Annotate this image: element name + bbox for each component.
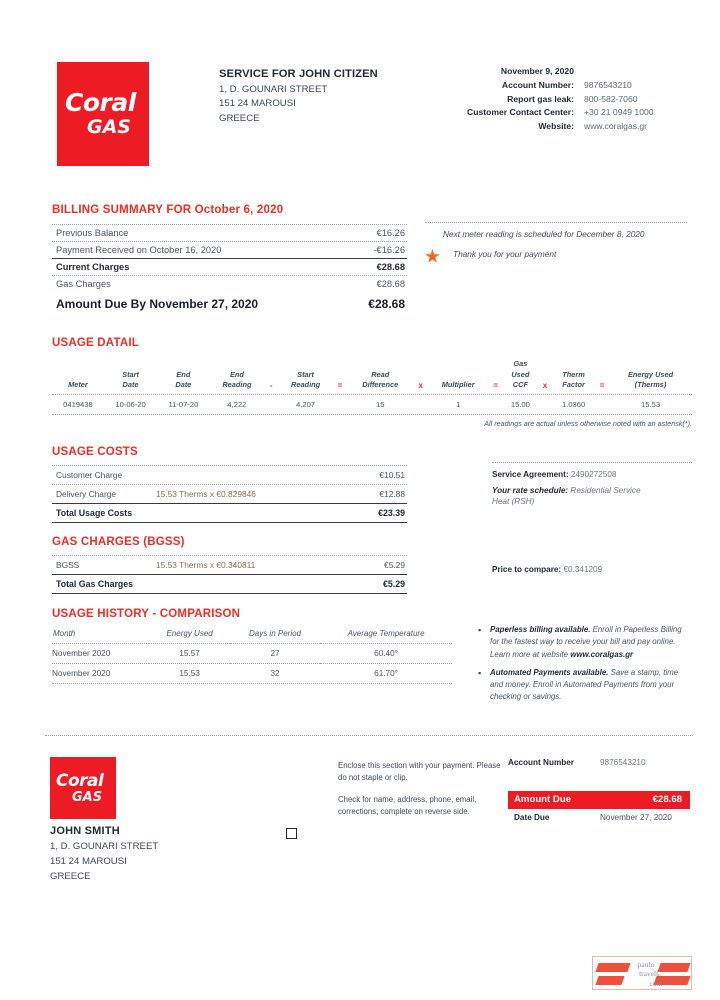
col-average-temperature: Average Temperature bbox=[347, 629, 425, 638]
usage-detail-section bbox=[52, 337, 692, 428]
billing-summary-rows bbox=[52, 224, 407, 314]
usage-cost-row-delivery-charge bbox=[52, 485, 407, 503]
stub-account-value: 9876543210 bbox=[600, 758, 646, 767]
service-address-line-2: 151 24 MAROUSI bbox=[219, 98, 296, 109]
amount-due-box bbox=[508, 791, 690, 809]
cell-days: 32 bbox=[230, 664, 320, 684]
stub-account-row bbox=[508, 758, 690, 767]
cell-end-reading: 4,222 bbox=[227, 400, 247, 410]
row-amount: €10.51 bbox=[379, 470, 405, 480]
service-address-block bbox=[219, 68, 378, 124]
row-amount: -€16.26 bbox=[373, 245, 405, 255]
cell-multiplier: 1 bbox=[456, 400, 461, 410]
row-desc: BGSS bbox=[56, 560, 80, 570]
cell-op-4 bbox=[489, 395, 503, 414]
cell-gas-used-ccf: 15.00 bbox=[510, 400, 530, 410]
notice-link[interactable]: www.coralgas.gr bbox=[570, 649, 634, 659]
service-for-title: SERVICE FOR JOHN CITIZEN bbox=[219, 68, 378, 80]
contact-info-block bbox=[392, 66, 692, 134]
logo-gas-text: GAS bbox=[72, 790, 103, 805]
total-label: Total Usage Costs bbox=[56, 508, 133, 518]
list-item bbox=[478, 624, 690, 661]
watermark-line-1: paulo bbox=[637, 960, 655, 969]
divider bbox=[52, 593, 407, 594]
row-desc: Customer Charge bbox=[56, 470, 123, 480]
usage-cost-total-row bbox=[52, 504, 407, 522]
cell-op-6 bbox=[595, 395, 609, 414]
price-to-compare-value: €0.341209 bbox=[563, 565, 603, 574]
gas-charges-title: GAS CHARGES (BGSS) bbox=[52, 536, 185, 548]
gas-charge-total-row bbox=[52, 575, 407, 593]
divider bbox=[52, 522, 407, 523]
total-amount: €23.39 bbox=[378, 508, 405, 518]
stub-customer-name: JOHN SMITH bbox=[50, 825, 120, 837]
service-agreement-label: Service Agreement: bbox=[492, 470, 569, 479]
row-label: Current Charges bbox=[56, 262, 130, 272]
next-meter-reading-note: Next meter reading is scheduled for December 8, 2020 bbox=[443, 229, 645, 239]
row-label: Previous Balance bbox=[56, 228, 129, 238]
usage-history-table bbox=[52, 628, 452, 684]
notices-list bbox=[478, 624, 690, 710]
row-desc: Delivery Charge bbox=[56, 489, 117, 499]
cell-month: November 2020 bbox=[52, 644, 149, 664]
cell-avg-temp: 61.70° bbox=[320, 664, 452, 684]
contact-row-website bbox=[392, 121, 692, 131]
operator-equals-icon: = bbox=[337, 380, 343, 390]
col-start-reading: Start Reading bbox=[291, 369, 321, 390]
billing-row-payment-received bbox=[52, 242, 407, 258]
total-label: Total Gas Charges bbox=[56, 579, 134, 589]
rate-schedule-line-2: Heat (RSH) bbox=[492, 497, 535, 506]
statement-date: November 9, 2020 bbox=[500, 66, 574, 76]
stub-payment-block bbox=[508, 758, 690, 822]
date-due-value: November 27, 2020 bbox=[600, 813, 672, 822]
col-days-in-period: Days in Period bbox=[248, 629, 302, 638]
billing-row-current-charges bbox=[52, 259, 407, 275]
stub-address-block bbox=[50, 825, 158, 882]
row-label: Gas Charges bbox=[56, 279, 111, 289]
amount-due-value: €28.68 bbox=[652, 794, 682, 805]
table-header-row bbox=[52, 628, 452, 644]
billing-summary-title: BILLING SUMMARY FOR October 6, 2020 bbox=[52, 204, 284, 216]
col-end-date: End Date bbox=[175, 369, 192, 390]
notice-bold: Paperless billing available. bbox=[490, 625, 591, 634]
bullet-icon: ▪ bbox=[478, 667, 482, 678]
usage-costs-title: USAGE COSTS bbox=[52, 446, 138, 458]
operator-minus-icon: - bbox=[269, 380, 273, 390]
col-meter: Meter bbox=[68, 380, 88, 390]
col-energy-used: Energy Used bbox=[166, 629, 213, 638]
col-month: Month bbox=[53, 629, 76, 638]
report-gas-leak-label: Report gas leak: bbox=[507, 93, 574, 104]
star-icon bbox=[425, 249, 443, 267]
price-to-compare-line bbox=[492, 565, 602, 574]
cell-end-date: 11-07-20 bbox=[168, 400, 199, 410]
cell-days: 27 bbox=[230, 644, 320, 664]
gas-charges-section bbox=[52, 536, 407, 594]
table-row bbox=[52, 395, 692, 414]
cell-start-date: 10-06-20 bbox=[115, 400, 146, 410]
coral-gas-logo bbox=[57, 62, 149, 166]
cell-op-3 bbox=[414, 395, 428, 414]
cell-energy-used: 15.57 bbox=[149, 644, 230, 664]
usage-costs-section bbox=[52, 446, 407, 523]
stub-instruction-enclose: Enclose this section with your payment. Please do not staple or clip. bbox=[338, 761, 501, 782]
website-value[interactable]: www.coralgas.gr bbox=[584, 120, 648, 131]
account-number-value: 9876543210 bbox=[584, 80, 632, 90]
list-item bbox=[478, 667, 690, 704]
customer-contact-center-label: Customer Contact Center: bbox=[467, 107, 574, 118]
row-amount: €16.26 bbox=[376, 228, 405, 238]
row-amount: €28.68 bbox=[376, 262, 405, 272]
rate-schedule-line bbox=[492, 486, 692, 495]
notice-text: Enroll in Paperless Billing for the fastest way to receive your bill and pay online. Learn more at website bbox=[490, 625, 682, 659]
usage-detail-title: USAGE DATAIL bbox=[52, 337, 139, 349]
total-amount: €5.29 bbox=[382, 579, 405, 589]
divider bbox=[492, 462, 692, 463]
stub-instructions-block bbox=[338, 760, 508, 818]
col-end-reading: End Reading bbox=[222, 369, 252, 390]
service-address-line-3: GREECE bbox=[219, 112, 260, 124]
row-amount: €12.88 bbox=[379, 489, 405, 499]
operator-equals-icon-2: = bbox=[493, 380, 499, 390]
cell-op-5 bbox=[538, 395, 552, 414]
gas-charge-row-bgss bbox=[52, 556, 407, 574]
row-label: Payment Received on October 16, 2020 bbox=[56, 245, 222, 255]
row-detail: 15.53 Therms x €0.829846 bbox=[156, 489, 256, 499]
usage-history-title: USAGE HISTORY - COMPARISON bbox=[52, 608, 241, 620]
stub-instruction-corrections: Check for name, address, phone, email, corrections; complete on reverse side. bbox=[338, 795, 477, 817]
service-agreement-value: 2490272508 bbox=[570, 470, 617, 479]
contact-row-contact-center bbox=[392, 107, 692, 117]
billing-side-notes bbox=[425, 222, 687, 259]
stub-coral-gas-logo bbox=[50, 757, 116, 819]
usage-detail-footnote: All readings are actual unless otherwise noted with an asterisk(*). bbox=[484, 419, 692, 429]
usage-detail-table bbox=[52, 358, 692, 415]
table-row bbox=[52, 644, 452, 664]
notice-text: Save a stamp, time and money. Enroll in Automated Payments from your checking or savings. bbox=[490, 667, 679, 702]
usage-history-section bbox=[52, 608, 452, 684]
logo-coral-text: Coral bbox=[65, 88, 136, 117]
row-amount: €5.29 bbox=[384, 560, 405, 570]
notice-automated-payments bbox=[490, 667, 690, 704]
table-row bbox=[52, 664, 452, 684]
col-read-difference: Read Difference bbox=[362, 369, 399, 390]
date-due-row bbox=[508, 813, 690, 822]
stub-address-line-1: 1, D. GOUNARI STREET bbox=[50, 841, 159, 852]
stub-address-line-2: 151 24 MAROUSI bbox=[50, 856, 127, 867]
customer-contact-center-value: +30 21 0949 1000 bbox=[584, 107, 654, 118]
operator-times-icon: x bbox=[418, 380, 423, 390]
cell-op-1 bbox=[264, 395, 278, 414]
row-label: Amount Due By November 27, 2020 bbox=[56, 297, 259, 311]
rate-schedule-label: Your rate schedule: bbox=[492, 486, 569, 495]
billing-summary-section bbox=[52, 204, 407, 314]
stub-account-label: Account Number bbox=[508, 758, 574, 767]
bill-header bbox=[0, 0, 720, 180]
col-energy-used: Energy Used (Therms) bbox=[627, 369, 674, 390]
watermark-line-3: com bbox=[649, 978, 663, 988]
report-gas-leak-value: 800-582-7060 bbox=[584, 93, 638, 104]
divider-row bbox=[52, 414, 692, 415]
contact-row-account bbox=[392, 80, 692, 90]
row-detail: 15.53 Therms x €0.340811 bbox=[156, 560, 256, 570]
divider bbox=[425, 222, 687, 223]
cell-op-2 bbox=[333, 395, 347, 414]
contact-row-gas-leak bbox=[392, 94, 692, 104]
cell-start-reading: 4,207 bbox=[296, 400, 316, 410]
cell-therm-factor: 1.0360 bbox=[561, 400, 586, 410]
watermark-logo bbox=[592, 956, 692, 990]
cell-energy-used: 15.53 bbox=[641, 400, 661, 410]
operator-equals-icon-3: = bbox=[599, 380, 605, 390]
service-agreement-block bbox=[492, 462, 692, 506]
col-multiplier: Multiplier bbox=[441, 380, 475, 390]
billing-row-gas-charges bbox=[52, 276, 407, 292]
service-address-line-1: 1, D. GOUNARI STREET bbox=[219, 83, 328, 95]
website-label: Website: bbox=[538, 120, 574, 131]
date-due-label: Date Due bbox=[514, 813, 550, 822]
cell-avg-temp: 60.40° bbox=[320, 644, 452, 664]
col-gas-used-ccf: Gas Used CCF bbox=[511, 359, 530, 390]
billing-row-previous-balance bbox=[52, 225, 407, 241]
rate-schedule-value: Residential Service bbox=[570, 486, 641, 495]
amount-due-label: Amount Due bbox=[514, 794, 572, 805]
logo-coral-text: Coral bbox=[56, 771, 104, 791]
thank-you-note: Thank you for your payment bbox=[453, 249, 557, 259]
service-agreement-line bbox=[492, 470, 692, 479]
row-amount: €28.68 bbox=[376, 279, 405, 289]
billing-row-amount-due bbox=[52, 292, 407, 314]
cell-month: November 2020 bbox=[52, 664, 149, 684]
cell-read-difference: 15 bbox=[376, 400, 385, 410]
row-amount: €28.68 bbox=[368, 297, 405, 311]
notice-bold: Automated Payments available. bbox=[490, 667, 609, 677]
divider-row bbox=[52, 683, 452, 684]
stub-address-line-3: GREECE bbox=[50, 871, 91, 882]
corrections-checkbox[interactable] bbox=[286, 828, 297, 839]
price-to-compare-label: Price to compare: bbox=[492, 565, 562, 574]
table-header-row bbox=[52, 358, 692, 394]
perforation-divider bbox=[45, 735, 693, 736]
logo-gas-text: GAS bbox=[87, 116, 131, 138]
operator-times-icon-2: x bbox=[542, 380, 548, 390]
account-number-label: Account Number: bbox=[501, 80, 574, 90]
usage-cost-row-customer-charge bbox=[52, 466, 407, 484]
cell-meter: 0419438 bbox=[63, 400, 93, 410]
col-therm-factor: Therm Factor bbox=[562, 369, 585, 390]
notice-paperless bbox=[490, 624, 690, 661]
cell-energy-used: 15.53 bbox=[149, 664, 230, 684]
col-start-date: Start Date bbox=[122, 369, 139, 390]
bullet-icon: ▪ bbox=[478, 625, 482, 635]
watermark-line-2: travels. bbox=[639, 969, 661, 979]
